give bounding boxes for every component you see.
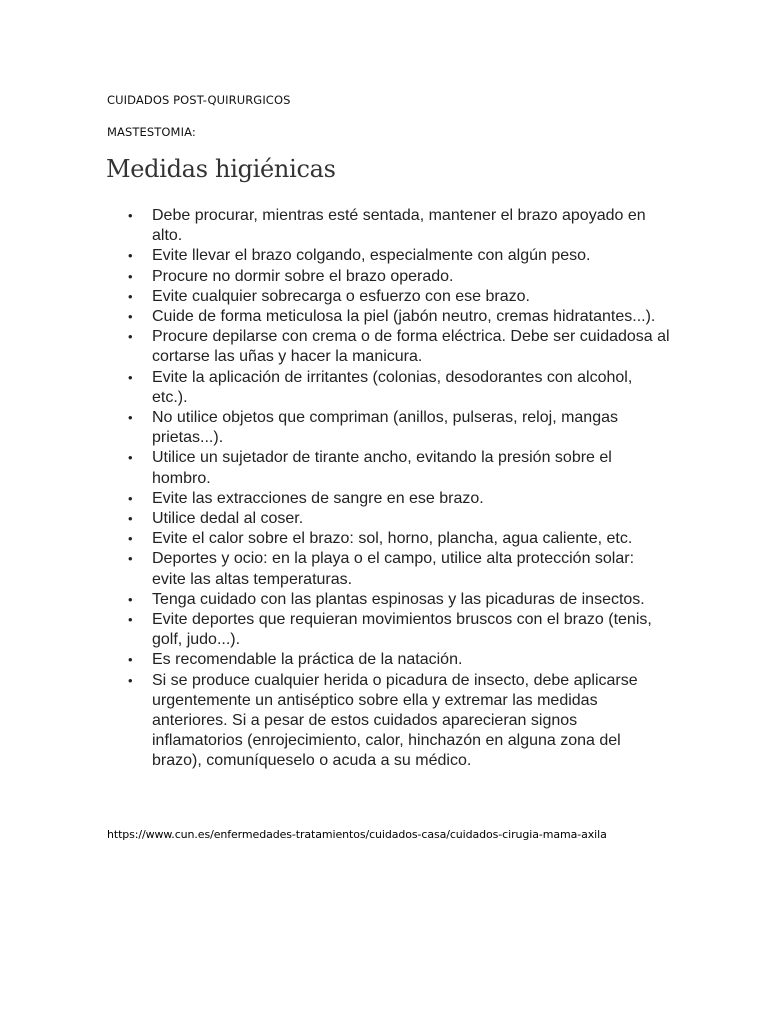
list-item	[128, 448, 672, 488]
list-item-text: Debe procurar, mientras esté sentada, mantener el brazo apoyado en alto.	[152, 207, 646, 245]
list-item-text: Evite el calor sobre el brazo: sol, horno, plancha, agua caliente, etc.	[152, 530, 633, 548]
document-title: CUIDADOS POST-QUIRURGICOS	[107, 93, 291, 107]
bullet-icon: •	[128, 288, 133, 304]
document-subtitle: MASTESTOMIA:	[107, 125, 196, 139]
list-item-text: Evite las extracciones de sangre en ese brazo.	[152, 489, 484, 507]
list-item-text: Es recomendable la práctica de la natación.	[152, 651, 463, 669]
bullet-icon: •	[128, 551, 133, 567]
list-item-text: Utilice un sujetador de tirante ancho, evitando la presión sobre el hombro.	[152, 449, 612, 487]
list-item-text: Si se produce cualquier herida o picadura de insecto, debe aplicarse urgentemente un antiséptico sobre ella y extremar las medidas anteriores. Si a pesar de estos cuidados aparecieran signos inflamatorios (enrojecimiento, calor, hinchazón en alguna zona del brazo), comuníqueselo o acuda a su médico.	[152, 671, 638, 770]
list-item	[128, 671, 672, 772]
list-item-text: Evite la aplicación de irritantes (colonias, desodorantes con alcohol, etc.).	[152, 368, 633, 406]
list-item	[128, 610, 672, 650]
list-item	[128, 509, 672, 529]
bullet-icon: •	[128, 511, 133, 527]
bullet-icon: •	[128, 208, 133, 223]
list-item-text: Evite deportes que requieran movimientos bruscos con el brazo (tenis, golf, judo...).	[152, 611, 652, 649]
list-item-text: Procure depilarse con crema o de forma eléctrica. Debe ser cuidadosa al cortarse las uñas y hacer la manicura.	[152, 328, 670, 366]
bullet-icon: •	[128, 591, 133, 607]
bullet-icon: •	[128, 410, 133, 426]
list-item	[128, 327, 672, 367]
list-item	[128, 529, 672, 549]
list-item-text: Procure no dormir sobre el brazo operado.	[152, 267, 454, 285]
bullet-icon: •	[128, 248, 133, 264]
list-item-text: Tenga cuidado con las plantas espinosas y las picaduras de insectos.	[152, 590, 645, 608]
bullet-icon: •	[128, 450, 133, 466]
bullet-icon: •	[128, 672, 133, 688]
list-item	[128, 307, 672, 327]
list-item	[128, 206, 672, 246]
list-item-text: Evite cualquier sobrecarga o esfuerzo con ese brazo.	[152, 287, 530, 305]
bullet-list	[128, 206, 672, 772]
list-item-text: Evite llevar el brazo colgando, especialmente con algún peso.	[152, 247, 591, 265]
section-title: Medidas higiénicas	[106, 155, 336, 183]
list-item-text: Deportes y ocio: en la playa o el campo, utilice alta protección solar: evite las altas temperaturas.	[152, 550, 635, 588]
list-item-text: Cuide de forma meticulosa la piel (jabón neutro, cremas hidratantes...).	[152, 308, 656, 326]
list-item-text: No utilice objetos que compriman (anillos, pulseras, reloj, mangas prietas...).	[152, 409, 618, 447]
bullet-icon: •	[128, 309, 133, 325]
list-item	[128, 489, 672, 509]
list-item-text: Utilice dedal al coser.	[152, 510, 304, 528]
list-item	[128, 408, 672, 448]
bullet-icon: •	[128, 329, 133, 345]
list-item	[128, 368, 672, 408]
list-item	[128, 267, 672, 287]
bullet-icon: •	[128, 369, 133, 385]
list-item	[128, 549, 672, 589]
bullet-icon: •	[128, 612, 133, 628]
bullet-icon: •	[128, 490, 133, 506]
bullet-icon: •	[128, 531, 133, 547]
list-item	[128, 246, 672, 266]
bullet-icon: •	[128, 268, 133, 284]
list-item	[128, 650, 672, 670]
bullet-icon: •	[128, 652, 133, 668]
list-item	[128, 590, 672, 610]
source-url: https://www.cun.es/enfermedades-tratamientos/cuidados-casa/cuidados-cirugia-mama-axila	[107, 828, 607, 841]
list-item	[128, 287, 672, 307]
